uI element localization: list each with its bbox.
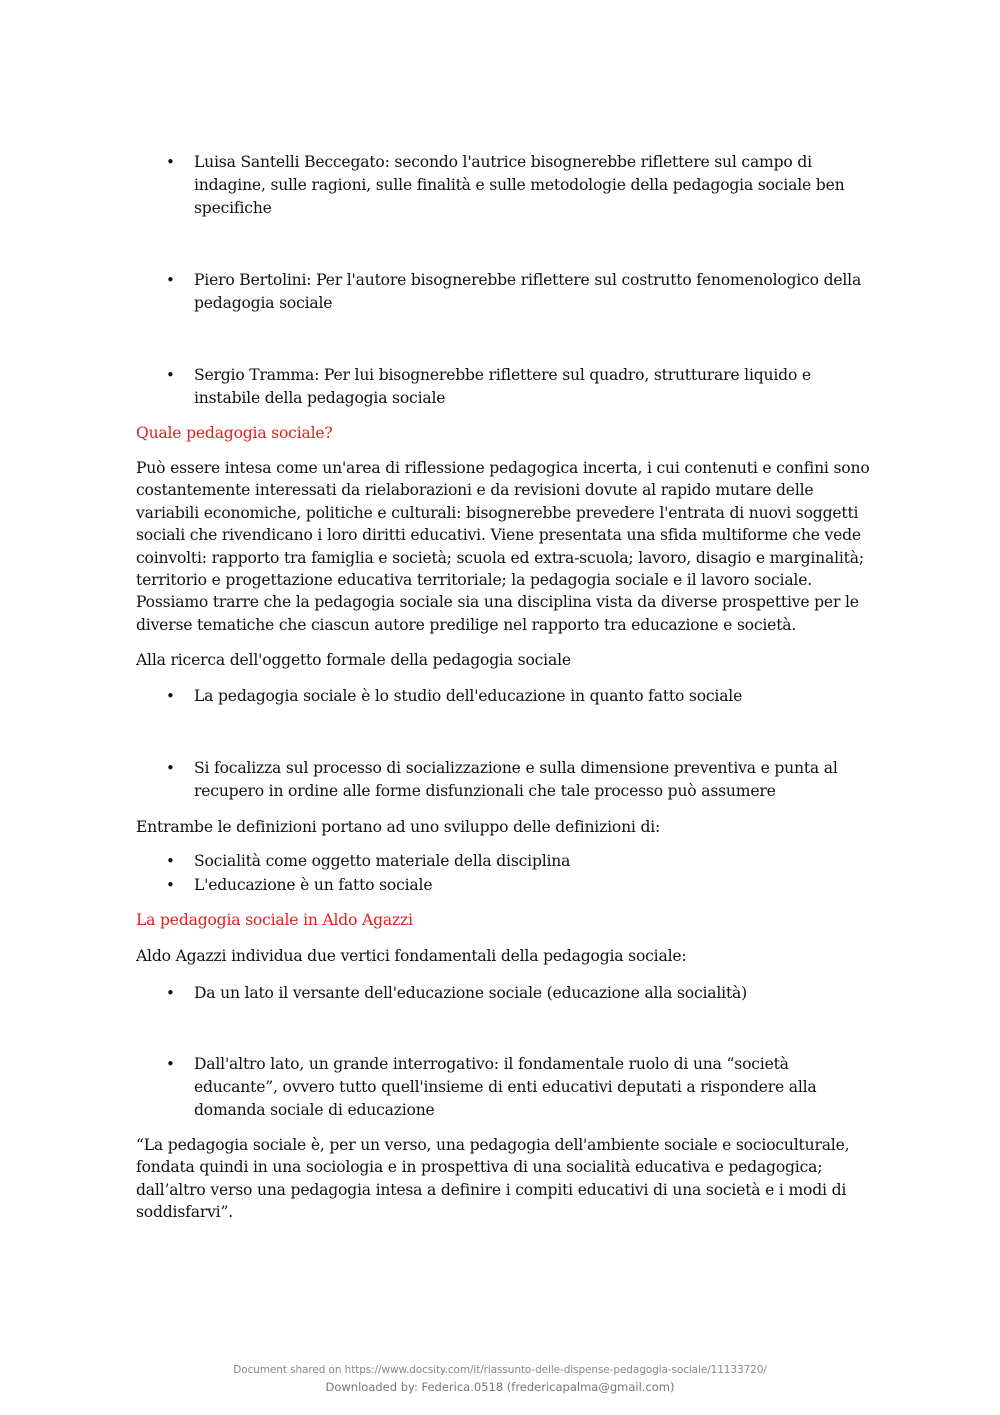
list-item-text: Da un lato il versante dell'educazione sociale (educazione alla socialità): [194, 984, 748, 1002]
footer-downloaded-by: Downloaded by: Federica.0518 (fredericapalma@gmail.com): [325, 1380, 675, 1394]
section-heading: Quale pedagogia sociale?: [136, 424, 333, 442]
list-item: [136, 850, 876, 873]
paragraph: Può essere intesa come un'area di riflessione pedagogica incerta, i cui contenuti e confini sono costantemente interessati da rielaborazioni e da revisioni dovute al rapido mutare delle variabili economiche, politiche e culturali: bisognerebbe prevedere l'entrata di nuovi soggetti sociali che rivendicano i loro diritti educativi. Viene presentata una sfida multiforme che vede coinvolti: rapporto tra famiglia e società; scuola ed extra-scuola; lavoro, disagio e marginalità; territorio e progettazione educativa territoriale; la pedagogia sociale e il lavoro sociale. Possiamo trarre che la pedagogia sociale sia una disciplina vista da diverse prospettive per le diverse tematiche che ciascun autore predilige nel rapporto tra educazione e società.: [136, 459, 870, 634]
footer-shared-link[interactable]: Document shared on https://www.docsity.com/it/riassunto-delle-dispense-pedagogia-sociale/11133720/: [233, 1364, 767, 1376]
bullet-icon: •: [166, 1055, 175, 1073]
subheading: Alla ricerca dell'oggetto formale della pedagogia sociale: [136, 651, 571, 669]
list-item-text: Sergio Tramma: Per lui bisognerebbe riflettere sul quadro, strutturare liquido e instabile della pedagogia sociale: [194, 366, 811, 407]
list-item-text: Si focalizza sul processo di socializzazione e sulla dimensione preventiva e punta al recupero in ordine alle forme disfunzionali che tale processo può assumere: [194, 759, 838, 800]
bullet-icon: •: [166, 852, 175, 870]
list-item-text: L'educazione è un fatto sociale: [194, 876, 433, 894]
paragraph: Entrambe le definizioni portano ad uno sviluppo delle definizioni di:: [136, 818, 661, 836]
list-item-text: Socialità come oggetto materiale della disciplina: [194, 852, 571, 870]
list-item: [136, 685, 876, 708]
list-item: [136, 1053, 876, 1123]
quote: “La pedagogia sociale è, per un verso, una pedagogia dell'ambiente sociale e socioculturale, fondata quindi in una sociologia e in prospettiva di una socialità educativa e pedagogica; dall’altro verso una pedagogia intesa a definire i compiti educativi di una società e i modi di soddisfarvi”.: [136, 1136, 850, 1222]
list-item: [136, 757, 876, 803]
list-item-text: Luisa Santelli Beccegato: secondo l'autrice bisognerebbe riflettere sul campo di indagine, sulle ragioni, sulle finalità e sulle metodologie della pedagogia sociale ben specifiche: [194, 153, 845, 217]
list-item: [136, 269, 876, 315]
list-item-text: La pedagogia sociale è lo studio dell'educazione in quanto fatto sociale: [194, 687, 743, 705]
bullet-icon: •: [166, 687, 175, 705]
paragraph: Aldo Agazzi individua due vertici fondamentali della pedagogia sociale:: [136, 947, 687, 965]
list-item: [136, 874, 876, 897]
list-item-text: Piero Bertolini: Per l'autore bisognerebbe riflettere sul costrutto fenomenologico della pedagogia sociale: [194, 271, 862, 312]
bullet-icon: •: [166, 153, 175, 171]
bullet-icon: •: [166, 271, 175, 289]
list-item: [136, 982, 876, 1005]
section-heading: La pedagogia sociale in Aldo Agazzi: [136, 911, 413, 929]
list-item-text: Dall'altro lato, un grande interrogativo: il fondamentale ruolo di una “società educante”, ovvero tutto quell'insieme di enti educativi deputati a rispondere alla domanda sociale di educazione: [194, 1055, 817, 1119]
bullet-icon: •: [166, 759, 175, 777]
list-item: [136, 151, 876, 221]
list-item: [136, 364, 876, 410]
bullet-icon: •: [166, 876, 175, 894]
bullet-icon: •: [166, 984, 175, 1002]
bullet-icon: •: [166, 366, 175, 384]
